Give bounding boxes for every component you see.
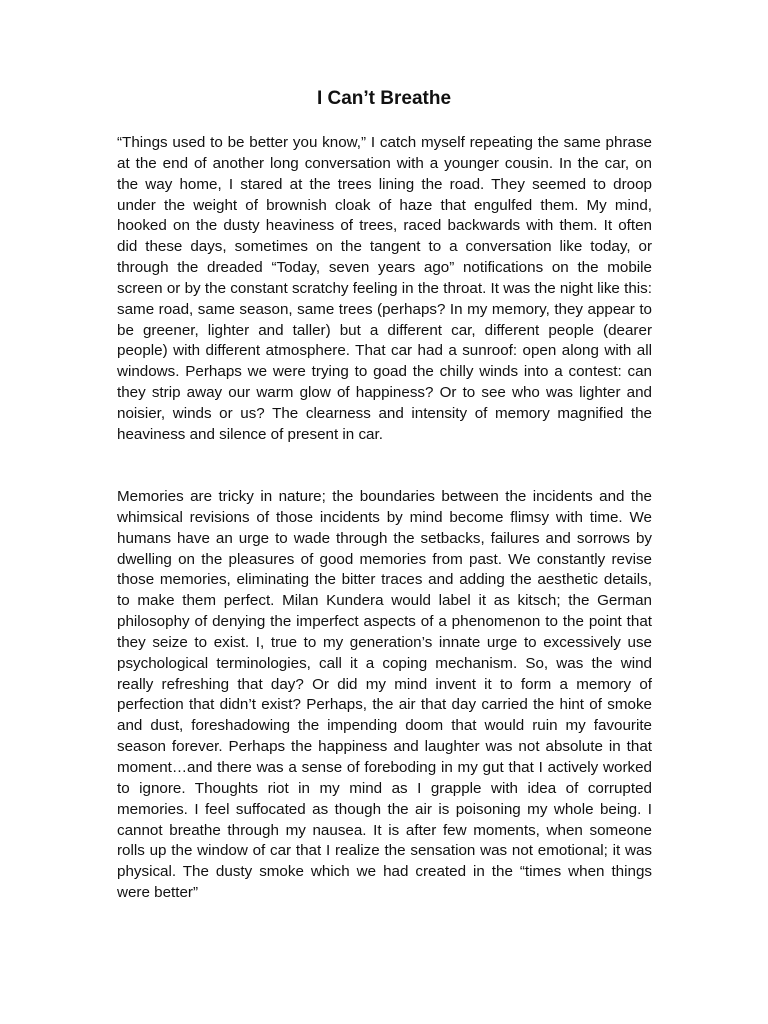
paragraph-1: “Things used to be better you know,” I catch myself repeating the same phrase at the end of another long conversation with a younger cousin. In the car, on the way home, I stared at the trees lining the road. They seemed to droop under the weight of brownish cloak of haze that engulfed them. My mind, hooked on the dusty heaviness of trees, raced backwards with them. It often did these days, sometimes on the tangent to a conversation like today, or through the dreaded “Today, seven years ago” notifications on the mobile screen or by the constant scratchy feeling in the throat. It was the night like this: same road, same season, same trees (perhaps? In my memory, they appear to be greener, lighter and taller) but a different car, different people (dearer people) with different atmosphere. That car had a sunroof: open along with all windows. Perhaps we were trying to goad the chilly winds into a contest: can they strip away our warm glow of happiness? Or to see who was lighter and noisier, winds or us? The clearness and intensity of memory magnified the heaviness and silence of present in car.	[117, 134, 652, 443]
paragraph-2: Memories are tricky in nature; the boundaries between the incidents and the whimsical revisions of those incidents by mind become flimsy with time. We humans have an urge to wade through the setbacks, failures and sorrows by dwelling on the pleasures of good memories from past. We constantly revise those memories, eliminating the bitter traces and adding the aesthetic details, to make them perfect. Milan Kundera would label it as kitsch; the German philosophy of denying the imperfect aspects of a phenomenon to the point that they seize to exist. I, true to my generation’s innate urge to excessively use psychological terminologies, call it a coping mechanism. So, was the wind really refreshing that day? Or did my mind invent it to form a memory of perfection that didn’t exist? Perhaps, the air that day carried the hint of smoke and dust, foreshadowing the impending doom that would ruin my favourite season forever. Perhaps the happiness and laughter was not absolute in that moment…and there was a sense of foreboding in my gut that I actively worked to ignore. Thoughts riot in my mind as I grapple with idea of corrupted memories. I feel suffocated as though the air is poisoning my whole being. I cannot breathe through my nausea. It is after few moments, when someone rolls up the window of car that I realize the sensation was not emotional; it was physical. The dusty smoke which we had created in the “times when things were better”	[117, 488, 652, 902]
page-title: I Can’t Breathe	[316, 88, 452, 109]
